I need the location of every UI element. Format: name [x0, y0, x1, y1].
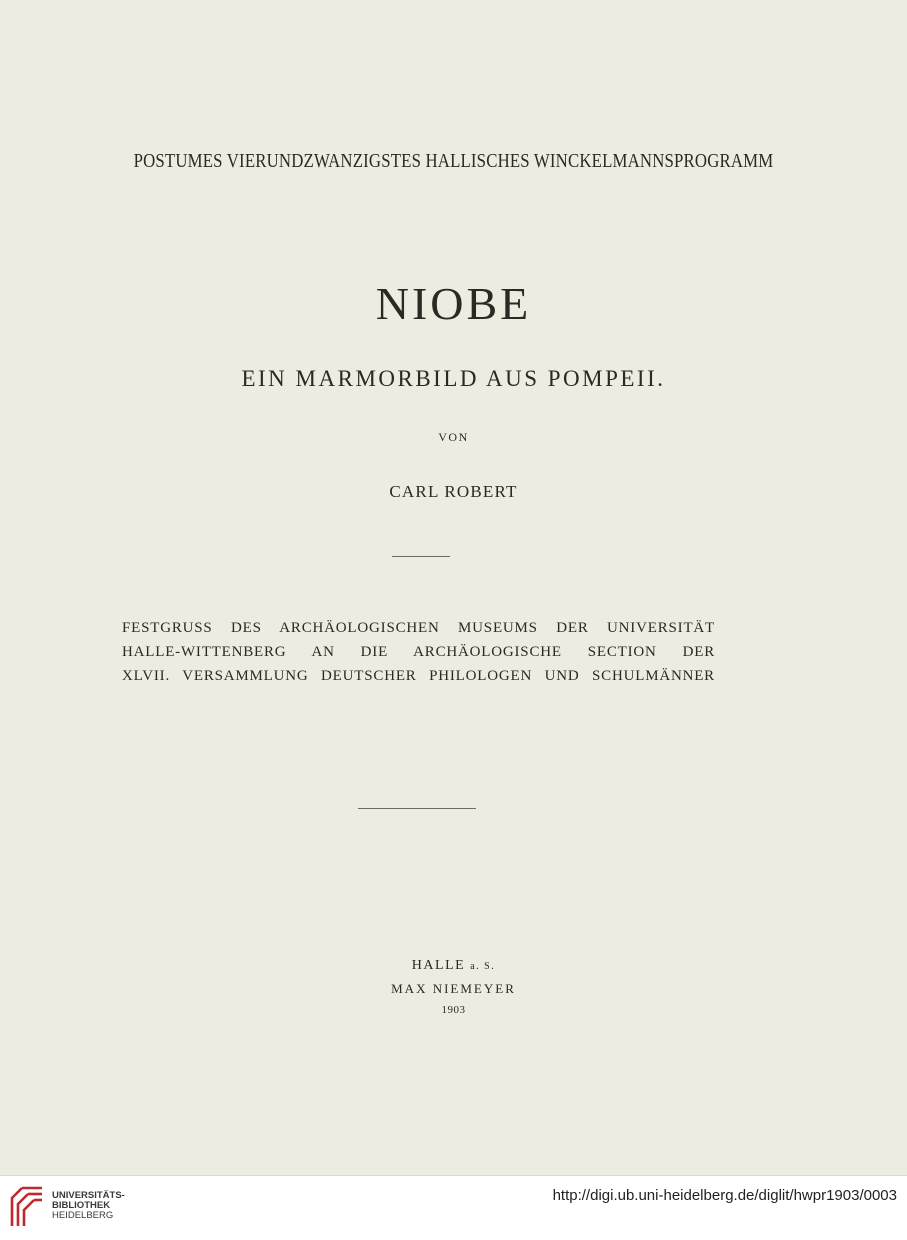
imprint-year: 1903	[441, 1004, 466, 1016]
dedication-line-3: XLVII. VERSAMMLUNG DEUTSCHER PHILOLOGEN UND SCHULMÄNNER	[122, 668, 715, 684]
dedication-block	[122, 616, 715, 688]
logo-line-3: HEIDELBERG	[52, 1210, 114, 1221]
viewer-footer	[0, 1175, 907, 1240]
imprint-city	[0, 958, 907, 974]
permalink-url[interactable]: http://digi.ub.uni-heidelberg.de/diglit/hwpr1903/0003	[552, 1187, 897, 1204]
by-line: VON	[438, 430, 469, 444]
dedication-line-2: HALLE-WITTENBERG AN DIE ARCHÄOLOGISCHE SECTION DER	[122, 644, 715, 660]
logo-line-2: BIBLIOTHEK	[52, 1200, 111, 1211]
library-logo-text[interactable]	[52, 1191, 125, 1221]
city-name: HALLE	[411, 958, 466, 973]
library-logo-icon[interactable]	[8, 1184, 46, 1230]
city-suffix: a. S.	[470, 961, 496, 972]
series-heading: POSTUMES VIERUNDZWANZIGSTES HALLISCHES WINCKELMANNSPROGRAMM	[133, 150, 774, 172]
divider-short	[392, 556, 450, 557]
author-name: CARL ROBERT	[389, 482, 518, 501]
subtitle: EIN MARMORBILD AUS POMPEII.	[241, 366, 666, 391]
logo-line-1: UNIVERSITÄTS-	[52, 1190, 125, 1201]
imprint-publisher: MAX NIEMEYER	[391, 981, 516, 996]
dedication-line-1: FESTGRUSS DES ARCHÄOLOGISCHEN MUSEUMS DER UNIVERSITÄT	[122, 620, 715, 636]
divider-long	[358, 808, 476, 809]
page-title: NIOBE	[375, 278, 532, 329]
